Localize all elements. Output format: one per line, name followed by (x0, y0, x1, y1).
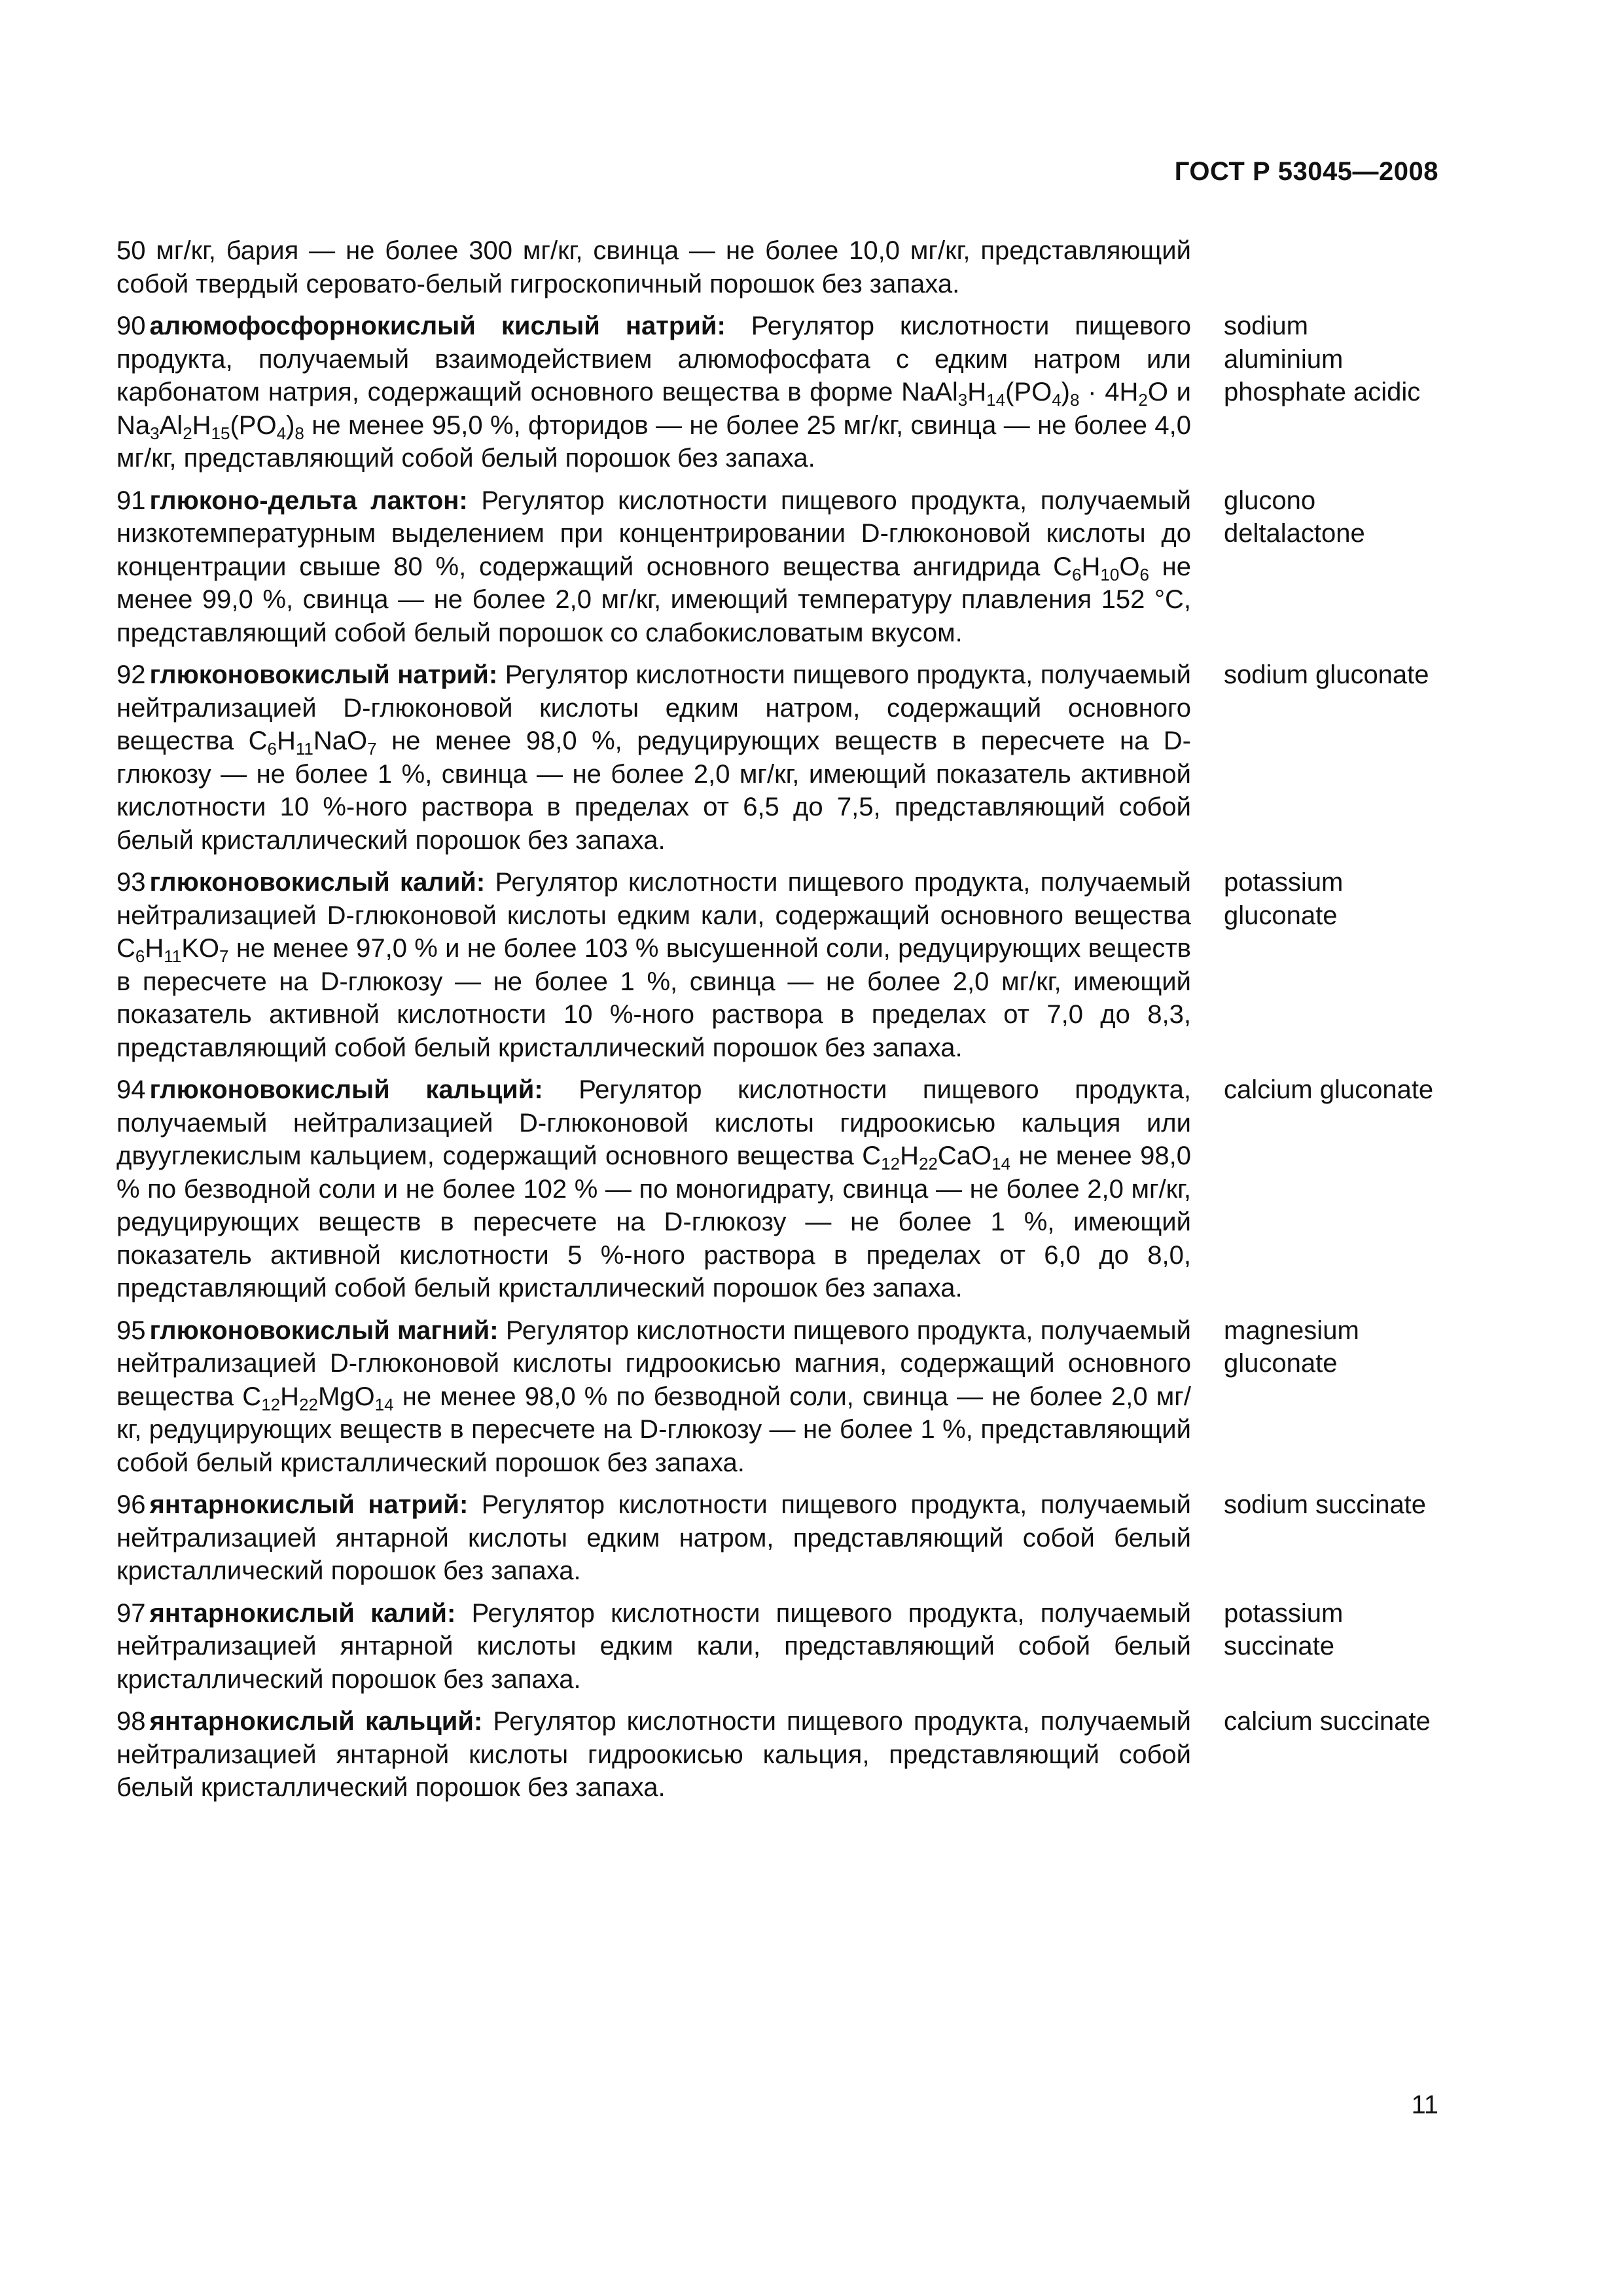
entry-number: 91 (116, 486, 146, 515)
entry-97-body: 97 янтарнокислый калий: Регулятор кислотности пищевого продукта, получаемый нейтрализацией янтарной кислоты едким кали, представляющий собой белый кристаллический порошок без запаха. (116, 1598, 1191, 1694)
entry-92-english-term: sodium gluconate (1224, 660, 1429, 689)
entry-96 (116, 1488, 1504, 1588)
entry-94-english-term: calcium gluconate (1224, 1075, 1434, 1104)
document-body (116, 234, 1504, 1814)
entry-term: глюконовокислый натрий: (149, 660, 498, 689)
document-header: ГОСТ Р 53045—2008 (1174, 157, 1438, 186)
page-number: 11 (1411, 2090, 1438, 2119)
entry-term: алюмофосфорнокислый кислый натрий: (149, 312, 726, 340)
entry-term: янтарнокислый калий: (149, 1598, 456, 1628)
entry-term: янтарнокислый кальций: (149, 1707, 483, 1736)
entry-90 (116, 310, 1504, 475)
entry-number: 96 (116, 1490, 146, 1519)
continuation-text: 50 мг/кг, бария — не более 300 мг/кг, свинца — не более 10,0 мг/кг, представляющий собой твердый серовато-белый гигроскопичный порошок без запаха. (116, 236, 1191, 298)
entry-93-body: 93 глюконовокислый калий: Регулятор кислотности пищевого продукта, получаемый нейтрализацией D-глюконовой кислоты едким кали, содержащий основного вещества $C_6H_{11}KO_7$ не менее 97,0 % и не более 103 % высушенной соли, редуцирующих веществ в пересчете на D-глюкозу — не более 1 %, свинца — не более 2,0 мг/кг, имеющий показатель активной кислотности 10 %-ного раствора в пределах от 7,0 до 8,3, представляющий собой белый кристаллический порошок без запаха. (116, 868, 1191, 1062)
entry-98 (116, 1705, 1504, 1804)
entry-95-body: 95 глюконовокислый магний: Регулятор кислотности пищевого продукта, получаемый нейтрализацией D-глюконовой кислоты гидроокисью магния, содержащий основного вещества $C_{12}H_{22}MgO_{14}$ не менее 98,0 % по безводной соли, свинца — не более 2,0 мг/кг, редуцирующих веществ в пересчете на D-глюкозу — не более 1 %, представляющий собой белый кристаллический порошок без запаха. (116, 1316, 1191, 1477)
entry-term: глюконовокислый кальций: (149, 1075, 543, 1104)
entry-95 (116, 1314, 1504, 1480)
entry-98-body: 98 янтарнокислый кальций: Регулятор кислотности пищевого продукта, получаемый нейтрализацией янтарной кислоты гидроокисью кальция, представляющий собой белый кристаллический порошок без запаха. (116, 1707, 1191, 1802)
entry-number: 90 (116, 312, 146, 340)
entry-term: глюконовокислый магний: (149, 1316, 499, 1345)
entry-94 (116, 1073, 1504, 1305)
entry-number: 98 (116, 1707, 146, 1736)
entry-number: 94 (116, 1075, 146, 1104)
continuation-paragraph (116, 234, 1504, 300)
entry-90-english-term: sodium aluminium phosphate acidic (1224, 312, 1421, 406)
entry-term: глюконовокислый калий: (149, 868, 486, 897)
entry-number: 92 (116, 660, 146, 689)
entry-92 (116, 658, 1504, 857)
entry-term: глюконо-дельта лактон: (149, 486, 468, 515)
entry-number: 95 (116, 1316, 146, 1345)
entry-97-english-term: potassium succinate (1224, 1598, 1344, 1660)
entry-number: 97 (116, 1598, 146, 1628)
entry-term: янтарнокислый натрий: (149, 1490, 469, 1519)
entry-96-body: 96 янтарнокислый натрий: Регулятор кислотности пищевого продукта, получаемый нейтрализацией янтарной кислоты едким натром, представляющий собой белый кристаллический порошок без запаха. (116, 1490, 1191, 1585)
entry-97 (116, 1597, 1504, 1696)
entry-94-body: 94 глюконовокислый кальций: Регулятор кислотности пищевого продукта, получаемый нейтрализацией D-глюконовой кислоты гидроокисью кальция или двууглекислым кальцием, содержащий основного вещества $C_{12}H_{22}CaO_{14}$ не менее 98,0 % по безводной соли и не более 102 % — по моногидрату, свинца — не более 2,0 мг/кг, редуцирующих веществ в пересчете на D-глюкозу — не более 1 %, имеющий показатель активной кислотности 5 %-ного раствора в пределах от 6,0 до 8,0, представляющий собой белый кристаллический порошок без запаха. (116, 1075, 1191, 1302)
entry-91-body: 91 глюконо-дельта лактон: Регулятор кислотности пищевого продукта, получаемый низкотемпературным выделением при концентрировании D-глюконовой кислоты до концентрации свыше 80 %, содержащий основного вещества ангидрида $C_6H_{10}O_6$ не менее 99,0 %, свинца — не более 2,0 мг/кг, имеющий температуру плавления 152 °С, представляющий собой белый порошок со слабокисловатым вкусом. (116, 486, 1191, 647)
entry-96-english-term: sodium succinate (1224, 1490, 1427, 1519)
entry-93-english-term: potassium gluconate (1224, 868, 1344, 930)
entry-98-english-term: calcium succinate (1224, 1707, 1431, 1736)
entry-91 (116, 484, 1504, 650)
entry-92-body: 92 глюконовокислый натрий: Регулятор кислотности пищевого продукта, получаемый нейтрализацией D-глюконовой кислоты едким натром, содержащий основного вещества $C_6H_{11}NaO_7$ не менее 98,0 %, редуцирующих веществ в пересчете на D-глюкозу — не более 1 %, свинца — не более 2,0 мг/кг, имеющий показатель активной кислотности 10 %-ного раствора в пределах от 6,5 до 7,5, представляющий собой белый кристаллический порошок без запаха. (116, 660, 1191, 855)
entry-95-english-term: magnesium gluconate (1224, 1316, 1359, 1378)
entry-93 (116, 866, 1504, 1064)
entry-number: 93 (116, 868, 146, 897)
entry-91-english-term: glucono deltalactone (1224, 486, 1365, 548)
entry-90-body: 90 алюмофосфорнокислый кислый натрий: Регулятор кислотности пищевого продукта, получаемый взаимодействием алюмофосфата с едким натром или карбонатом натрия, содержащий основного вещества в форме $NaAl_3H_{14}(PO_4)_8 \cdot 4H_2O$ и $Na_3Al_2H_{15}(PO_4)_8$ не менее 95,0 %, фторидов — не более 25 мг/кг, свинца — не более 4,0 мг/кг, представляющий собой белый порошок без запаха. (116, 312, 1191, 473)
